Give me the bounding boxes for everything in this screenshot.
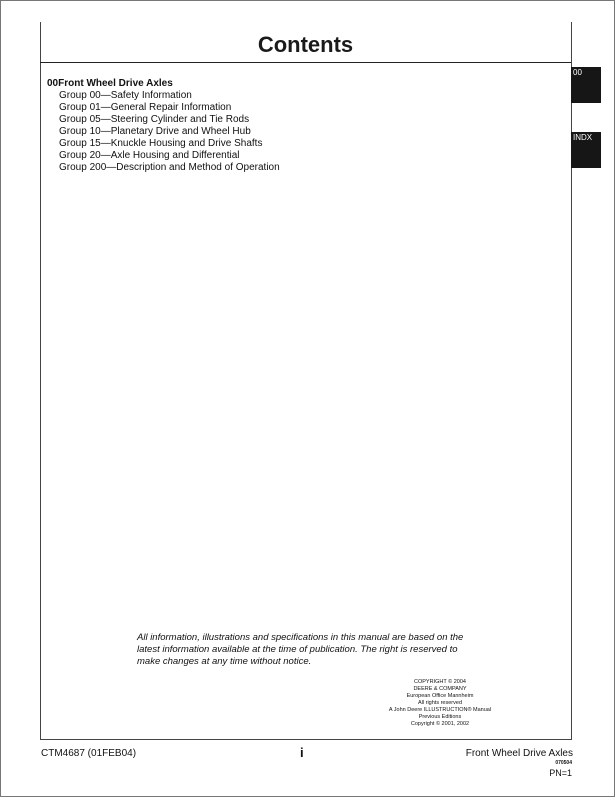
copyright-line: European Office Mannheim xyxy=(406,693,474,699)
footer-manual-title: Front Wheel Drive Axles xyxy=(465,748,573,759)
toc-item-group-05[interactable]: Group 05—Steering Cylinder and Tie Rods xyxy=(59,114,250,125)
copyright-block xyxy=(372,679,508,728)
footer-doc-id: CTM4687 (01FEB04) xyxy=(41,748,137,759)
copyright-line: Previous Editions xyxy=(418,714,462,720)
toc-section-heading[interactable]: 00Front Wheel Drive Axles xyxy=(47,78,173,89)
disclaimer-notice: All information, illustrations and specifications in this manual are based on the latest information available at the time of publication. The right is reserved to make changes at any time without notice. xyxy=(137,632,464,667)
toc-item-group-01[interactable]: Group 01—General Repair Information xyxy=(59,102,232,113)
copyright-line: COPYRIGHT © 2004 xyxy=(414,679,466,685)
index-tab[interactable]: INDX xyxy=(571,132,601,168)
table-of-contents xyxy=(47,78,280,174)
section-tab-00[interactable]: 00 xyxy=(571,67,601,103)
toc-item-group-10[interactable]: Group 10—Planetary Drive and Wheel Hub xyxy=(59,126,251,137)
copyright-line: Copyright © 2001, 2002 xyxy=(410,721,470,727)
toc-item-group-15[interactable]: Group 15—Knuckle Housing and Drive Shafts xyxy=(59,138,263,149)
copyright-line: All rights reserved xyxy=(417,700,463,706)
footer-page-number: i xyxy=(300,745,304,760)
page-title: Contents xyxy=(257,32,354,57)
footer-code: 070504 xyxy=(555,760,572,766)
toc-item-group-20[interactable]: Group 20—Axle Housing and Differential xyxy=(59,150,240,161)
footer-pn: PN=1 xyxy=(549,768,572,778)
toc-item-group-200[interactable]: Group 200—Description and Method of Operation xyxy=(59,162,280,173)
copyright-line: DEERE & COMPANY xyxy=(413,686,467,692)
copyright-line: A John Deere ILLUSTRUCTION® Manual xyxy=(388,707,492,713)
toc-item-group-00[interactable]: Group 00—Safety Information xyxy=(59,90,192,101)
title-divider xyxy=(40,62,571,63)
